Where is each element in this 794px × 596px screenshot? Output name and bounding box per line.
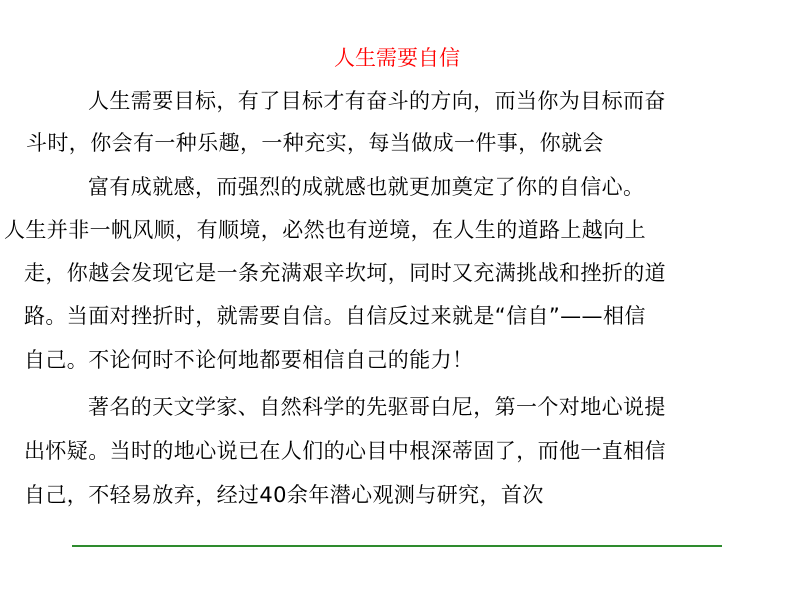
text-line-1: 人生需要目标，有了目标才有奋斗的方向，而当你为目标而奋 [88, 89, 666, 113]
text-line-8: 著名的天文学家、自然科学的先驱哥白尼，第一个对地心说提 [88, 395, 666, 419]
text-line-10: 自己，不轻易放弃，经过40余年潜心观测与研究，首次 [24, 483, 544, 507]
text-line-3: 富有成就感，而强烈的成就感也就更加奠定了你的自信心。 [88, 175, 645, 199]
text-line-2: 斗时，你会有一种乐趣，一种充实，每当做成一件事，你就会 [26, 131, 604, 155]
text-line-9: 出怀疑。当时的地心说已在人们的心目中根深蒂固了，而他一直相信 [24, 439, 666, 463]
text-line-6: 路。当面对挫折时，就需要自信。自信反过来就是“信自”——相信 [24, 304, 646, 328]
text-line-5: 走，你越会发现它是一条充满艰辛坎坷，同时又充满挑战和挫折的道 [24, 261, 666, 285]
divider-line [72, 545, 722, 547]
text-line-4: 人生并非一帆风顺，有顺境，必然也有逆境，在人生的道路上越向上 [4, 218, 646, 242]
text-line-7: 自己。不论何时不论何地都要相信自己的能力！ [24, 348, 474, 372]
document-title: 人生需要自信 [334, 46, 460, 70]
